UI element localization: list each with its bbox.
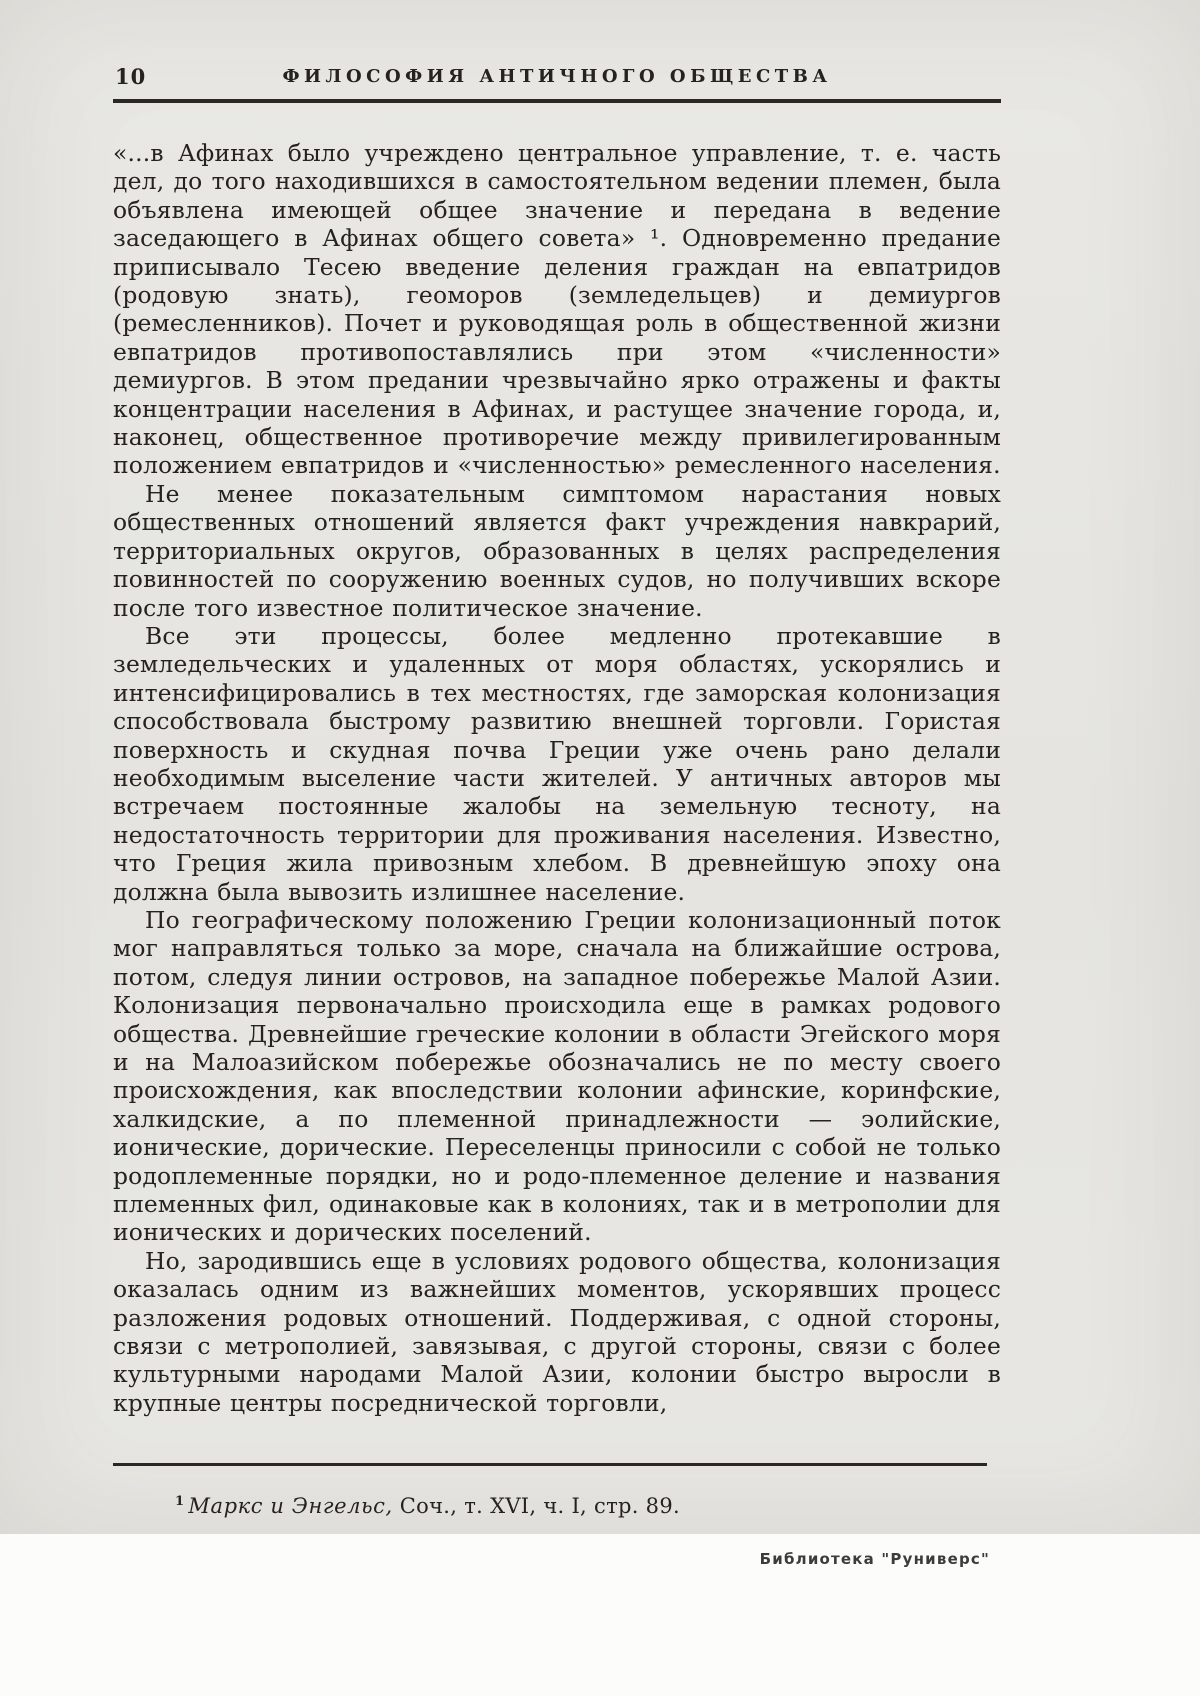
header-rule [113,99,1001,103]
watermark-strip [0,1534,1200,1696]
footnote-authors: Маркс и Энгельс, [188,1493,393,1518]
paragraph: «...в Афинах было учреждено центральное управление, т. е. часть дел, до того находившихся в самостоятельном ведении племен, была объявлена имеющей общее значение и передана в ведение заседающего в Афинах общего совета» ¹. Одновременно предание приписывало Тесею введение деления граждан на евпатридов (родовую знать), геоморов (земледельцев) и демиургов (ремесленников). Почет и руководящая роль в общественной жизни евпатридов противопоставлялись при этом «численности» демиургов. В этом предании чрезвычайно ярко отражены и факты концентрации населения в Афинах, и растущее значение города, и, наконец, общественное противоречие между привилегированным положением евпатридов и «численностью» ремесленного населения. [113,139,1001,480]
running-title: ФИЛОСОФИЯ АНТИЧНОГО ОБЩЕСТВА [282,66,832,87]
text-column [113,62,1001,1518]
footnote [175,1494,1001,1518]
page-header [113,62,1001,92]
footnote-reference: Соч., т. XVI, ч. I, стр. 89. [399,1493,680,1518]
footnote-rule [113,1463,987,1466]
page-number: 10 [115,64,147,89]
paragraph: Но, зародившись еще в условиях родового общества, колонизация оказалась одним из важнейших моментов, ускорявших процесс разложения родовых отношений. Поддерживая, с одной стороны, связи с метрополией, завязывая, с другой стороны, связи с более культурными народами Малой Азии, колонии быстро выросли в крупные центры посреднической торговли, [113,1246,1001,1417]
footnote-marker: 1 [175,1493,185,1509]
paragraph: Все эти процессы, более медленно протекавшие в земледельческих и удаленных от моря областях, ускорялись и интенсифицировались в тех местностях, где заморская колонизация способствовала быстрому развитию внешней торговли. Гористая поверхность и скудная почва Греции уже очень рано делали необходимым выселение части жителей. У античных авторов мы встречаем постоянные жалобы на земельную тесноту, на недостаточность территории для проживания населения. Известно, что Греция жила привозным хлебом. В древнейшую эпоху она должна была вывозить излишнее население. [113,621,1001,906]
paragraph: По географическому положению Греции колонизационный поток мог направляться только за море, сначала на ближайшие острова, потом, следуя линии островов, на западное побережье Малой Азии. Колонизация первоначально происходила еще в рамках родового общества. Древнейшие греческие колонии в области Эгейского моря и на Малоазийском побережье обозначались не по месту своего происхождения, как впоследствии колонии афинские, коринфские, халкидские, а по племенной принадлежности — эолийские, ионические, дорические. Переселенцы приносили с собой не только родоплеменные порядки, но и родо-племенное деление и названия племенных фил, одинаковые как в колониях, так и в метрополии для ионических и дорических поселений. [113,905,1001,1247]
body-text [113,139,1001,1417]
paragraph: Не менее показательным симптомом нарастания новых общественных отношений является факт учреждения навкрарий, территориальных округов, образованных в целях распределения повинностей по сооружению военных судов, но получивших вскоре после того известное политическое значение. [113,479,1001,622]
library-watermark: Библиотека "Руниверс" [759,1550,990,1568]
